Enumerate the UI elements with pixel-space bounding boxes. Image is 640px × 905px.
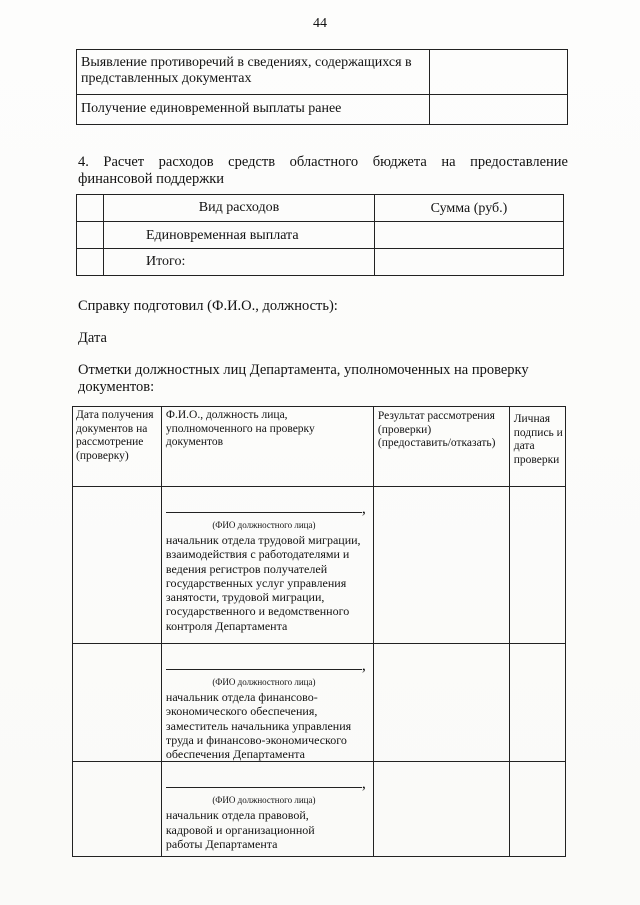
- index-cell: [77, 249, 104, 276]
- official-cell: [161, 644, 373, 762]
- official-cell: [161, 487, 373, 644]
- official-position: начальник отдела трудовой миграции, взаимодействия с работодателями и ведения регистров получателей государственных услуг управления занятости, трудовой миграции, государственного и ведомственного контроля Департамента: [165, 533, 361, 633]
- date-cell: [73, 644, 162, 762]
- signature-cell: [509, 762, 565, 857]
- fio-caption: (ФИО должностного лица): [212, 520, 316, 530]
- table-header-row: [77, 195, 564, 222]
- signature-cell: [509, 644, 565, 762]
- index-cell: [77, 195, 104, 222]
- fio-blank-line: [166, 656, 362, 670]
- fio-comma: ,: [361, 775, 366, 793]
- table-row: [77, 95, 568, 125]
- col-header-official: Ф.И.О., должность лица, уполномоченного на проверку документов: [161, 407, 373, 487]
- index-cell: [77, 222, 104, 249]
- section-4-heading-line2: финансовой поддержки: [78, 171, 225, 187]
- table-header-row: [73, 407, 566, 487]
- check-value-cell: [429, 50, 567, 95]
- col-header-result: Результат рассмотрения (проверки) (предоставить/отказать): [373, 407, 509, 487]
- fio-caption: (ФИО должностного лица): [212, 677, 316, 687]
- date-cell: [73, 762, 162, 857]
- date-label: Дата: [78, 330, 107, 346]
- signature-cell: [509, 487, 565, 644]
- marks-heading: Отметки должностных лиц Департамента, уполномоченных на проверку документов:: [78, 362, 529, 395]
- col-header-signature: Личная подпись и дата проверки: [509, 407, 565, 487]
- date-cell: [73, 487, 162, 644]
- col-header-type: Вид расходов: [104, 195, 375, 222]
- official-position: начальник отдела правовой, кадровой и организационной работы Департамента: [165, 808, 315, 852]
- section-4-heading: [78, 154, 568, 188]
- check-value-cell: [429, 95, 567, 125]
- prepared-by-label: Справку подготовил (Ф.И.О., должность):: [78, 298, 338, 314]
- table-row: [73, 644, 566, 762]
- table-row: [73, 762, 566, 857]
- fio-blank-line: [166, 499, 362, 513]
- table-row: [77, 50, 568, 95]
- result-cell: [373, 644, 509, 762]
- check-label-previous-payment: Получение единовременной выплаты ранее: [77, 95, 430, 125]
- expenses-table: [76, 194, 564, 276]
- col-header-date-received: Дата получения документов на рассмотрение (проверку): [73, 407, 162, 487]
- section-4-heading-line1: 4. Расчет расходов средств областного бюджета на предоставление: [78, 154, 568, 170]
- page-number: 44: [313, 16, 327, 31]
- table-row: [77, 249, 564, 276]
- expense-one-time-payment: Единовременная выплата: [104, 222, 375, 249]
- sum-cell: [375, 222, 564, 249]
- table-row: [73, 487, 566, 644]
- official-position: начальник отдела финансово-экономического обеспечения, заместитель начальника управления труда и финансово-экономического обеспечения Департамента: [165, 690, 352, 762]
- check-label-contradictions: Выявление противоречий в сведениях, содержащихся в представленных документах: [77, 50, 430, 95]
- checks-table: [76, 49, 568, 125]
- officials-table: [72, 406, 566, 857]
- fio-caption: (ФИО должностного лица): [212, 795, 316, 806]
- table-row: [77, 222, 564, 249]
- fio-blank-line: [166, 774, 362, 788]
- fio-comma: ,: [361, 657, 366, 674]
- result-cell: [373, 762, 509, 857]
- result-cell: [373, 487, 509, 644]
- col-header-sum: Сумма (руб.): [375, 195, 564, 222]
- expense-total: Итого:: [104, 249, 375, 276]
- fio-comma: ,: [361, 500, 366, 517]
- official-cell: [161, 762, 373, 857]
- sum-cell: [375, 249, 564, 276]
